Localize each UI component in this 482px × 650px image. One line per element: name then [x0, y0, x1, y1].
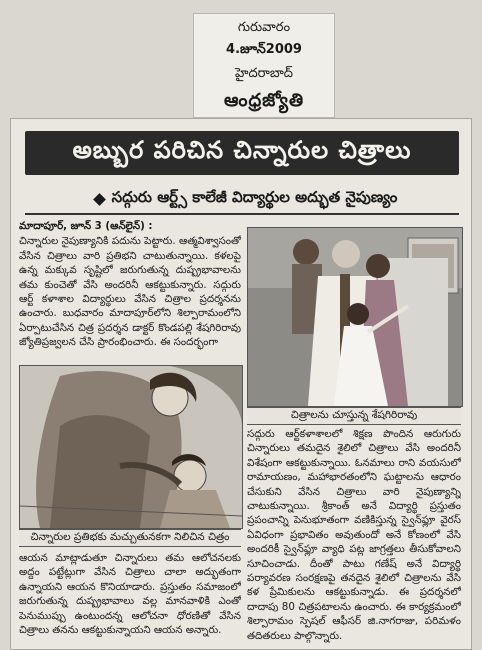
date-city: హైదరాబాద్ — [235, 66, 293, 81]
subheadline — [51, 187, 441, 211]
article-column-2: సద్గురు ఆర్ట్‌కళాశాలలో శిక్షణ పొందిన ఆరుగురు చిన్నారులు తమదైన శైలిలో చిత్రాలు వేసి అందరినీ విశేషంగా ఆకట్టుకున్నాయి. ఓనమాలు రాని వయసులో రామాయణం, మహాభారతంలోని ఘట్టాలను ఆధారం చేసుకుని వేసిన చిత్రాలు వారి నైపుణ్యాన్ని చాటుకున్నాయి. శ్రీకాంత్ అనే విద్యార్థి ప్రస్తుతం ప్రపంచాన్ని పెనుభూతంగా వణికిస్తున్న స్వైన్‌ఫ్లూ వైరస్ ఏవిధంగా ప్రభావితం అవుతుందో అనే కోణంలో వేసి అందరికీ స్వైన్‌ఫ్లూ వ్యాధి పట్ల జాగ్రత్తలు తీసుకోవాలని సూచించాడు. దీంతో పాటు గణేష్ అనే విద్యార్థి పర్యావరణ సంరక్షణపై తనదైన శైలిలో చిత్రాలను వేసి కళ ప్రేమికులను ఆకట్టుకున్నాడు. ఈ ప్రదర్శనలో దాదాపు 80 చిత్రపటాలను ఉంచారు. ఈ కార్యక్రమంలో శిల్పారామం స్పెషల్ ఆఫీసర్ జి.నాగరాజు, పరిమళం తదితరులు పాల్గొన్నారు. — [247, 428, 461, 642]
headline: అబ్బుర పరిచిన చిన్నారుల చిత్రాలు — [25, 131, 459, 175]
bullet-diamond-icon — [93, 193, 106, 206]
article-column-1 — [19, 219, 241, 359]
subheadline-text: సద్గురు ఆర్ట్స్ కాలేజీ విద్యార్థుల అద్భుత నైపుణ్యం — [111, 188, 398, 206]
photo-painting-caption: చిన్నారుల ప్రతిభకు మచ్చుతునకగా నిలిచిన చిత్రం — [19, 529, 241, 547]
news-clipping — [10, 118, 472, 650]
photo-visitors-caption: చిత్రాలను చూస్తున్న శేషగిరిరావు — [247, 407, 461, 425]
divider — [25, 213, 459, 215]
newspaper-masthead: ఆంధ్రజ్యోతి — [223, 90, 305, 111]
date-day: గురువారం — [237, 20, 291, 35]
photo-painting-image — [20, 366, 242, 528]
article-column-1-continued: ఆయన మాట్లాడుతూ చిన్నారులు తమ ఆలోచనలకు అద్దం పట్టేట్లుగా వేసిన చిత్రాలు చాలా అద్భుతంగా ఉన్నాయని ఆయన కొనియాడారు. ప్రస్తుతం సమాజంలో జరుగుతున్న దుష్ప్రభావాలు వల్ల మానవాళికి ఎంతో పెనుముప్పు ఉంటుందన్న ఆలోచనా ధోరణితో వేసిన చిత్రాలు తనను ఆకట్టుకున్నాయని ఆయన అన్నారు. — [19, 552, 241, 637]
photo-visitors — [247, 227, 463, 407]
photo-visitors-image — [248, 228, 462, 406]
photo-painting — [19, 365, 243, 529]
dateline: మాదాపూర్, జూన్ 3 (ఆన్‌లైన్) : — [19, 220, 153, 232]
date-value: 4.జూన్2009 — [226, 42, 302, 57]
column-1-text: చిన్నారుల నైపుణ్యానికి పదును పెట్టారు. ఆత్మవిశ్వాసంతో వేసిన చిత్రాలు వారి ప్రతిభని చాటుతున్నాయి. కళలపై ఉన్న మక్కువ సృష్టిలో జరుగుతున్న దుష్ప్రభావాలను తమ కుంచెతో వేసి అందరినీ ఆకట్టుకున్నారు. సద్గురు ఆర్ట్ కళాశాల విద్యార్థులు వేసిన చిత్రాల ప్రదర్శనను ఉంచారు. బుధవారం మాదాపూర్‌లోని శిల్పారామంలోని ఏర్పాటుచేసిన చిత్ర ప్రదర్శన డాక్టర్ కొండపల్లి శేషగిరిరావు జ్యోతిప్రజ్వలన చేసి ప్రారంభించారు. ఈ సందర్భంగా — [19, 235, 241, 349]
